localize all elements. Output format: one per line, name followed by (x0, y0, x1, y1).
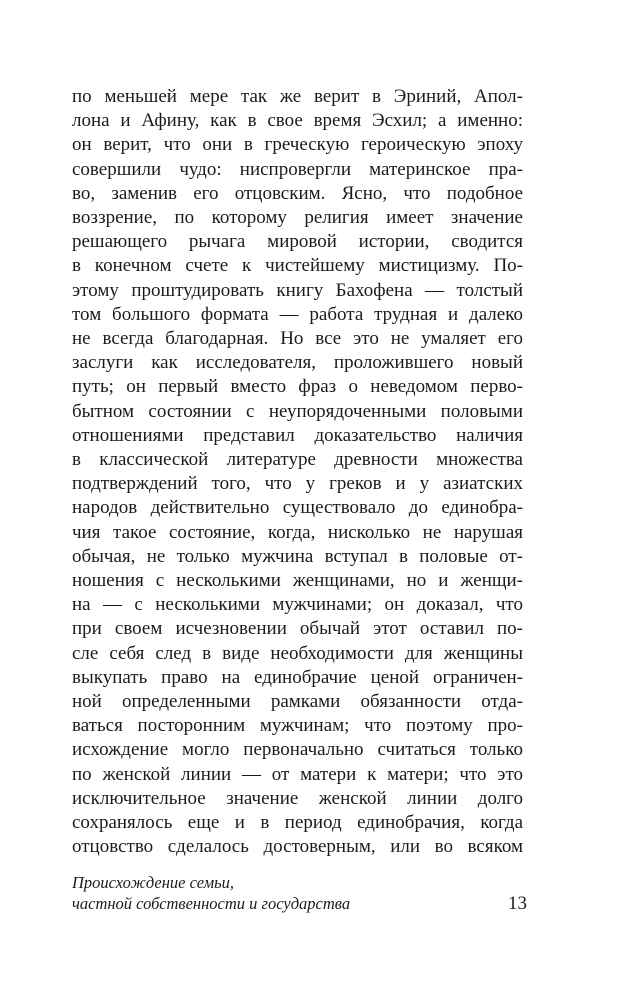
text-line: сохранялось еще и в период единобрачия, когда (72, 812, 523, 834)
text-line: он верит, что они в греческую героическую эпоху (72, 134, 523, 156)
text-line: исключительное значение женской линии долго (72, 787, 523, 809)
page-body-text (72, 85, 523, 860)
text-line: чия такое состояние, когда, нисколько не нарушая (72, 521, 523, 543)
running-book-title (72, 872, 350, 914)
text-line: бытном состоянии с неупорядоченными половыми (72, 400, 523, 422)
text-line: совершили чудо: ниспровергли материнское пра- (72, 158, 523, 180)
text-line: решающего рычага мировой истории, сводится (72, 231, 523, 253)
text-line: отношениями представил доказательство наличия (72, 424, 523, 446)
text-line: лона и Афину, как в свое время Эсхил; а именно: (72, 110, 523, 132)
text-line: путь; он первый вместо фраз о неведомом перво- (72, 376, 523, 398)
text-line: ваться посторонним мужчинам; что поэтому про- (72, 715, 523, 737)
text-line: на — с несколькими мужчинами; он доказал, что (72, 594, 523, 616)
page-number: 13 (508, 893, 527, 914)
text-line: при своем исчезновении обычай этот оставил по- (72, 618, 523, 640)
text-line: в классической литературе древности множества (72, 449, 523, 471)
text-line: том большого формата — работа трудная и далеко (72, 303, 523, 325)
text-line: по меньшей мере так же верит в Эриний, Апол- (72, 86, 523, 107)
book-title-line-1: Происхождение семьи, (72, 873, 235, 892)
text-line: ной определенными рамками обязанности отда- (72, 691, 523, 713)
text-line: этому проштудировать книгу Бахофена — толстый (72, 279, 523, 301)
text-line: во, заменив его отцовским. Ясно, что подобное (72, 182, 523, 204)
text-line: заслуги как исследователя, проложившего новый (72, 352, 523, 374)
page-footer (72, 872, 527, 914)
text-line: отцовство сделалось достоверным, или во всяком (72, 836, 523, 858)
text-line: сле себя след в виде необходимости для женщины (72, 642, 523, 664)
text-line: в конечном счете к чистейшему мистицизму. По- (72, 255, 523, 277)
text-line: подтверждений того, что у греков и у азиатских (72, 473, 523, 495)
text-line: выкупать право на единобрачие ценой ограничен- (72, 666, 523, 688)
text-line: ношения с несколькими женщинами, но и женщи- (72, 570, 523, 592)
text-line: народов действительно существовало до единобра- (72, 497, 523, 519)
book-title-line-2: частной собственности и государства (72, 894, 351, 913)
text-line: обычая, не только мужчина вступал в половые от- (72, 545, 523, 567)
text-line: исхождение могло первоначально считаться только (72, 739, 523, 761)
text-line: воззрение, по которому религия имеет значение (72, 207, 523, 229)
text-line: по женской линии — от матери к матери; что это (72, 763, 523, 785)
text-line: не всегда благодарная. Но все это не умаляет его (72, 328, 523, 350)
